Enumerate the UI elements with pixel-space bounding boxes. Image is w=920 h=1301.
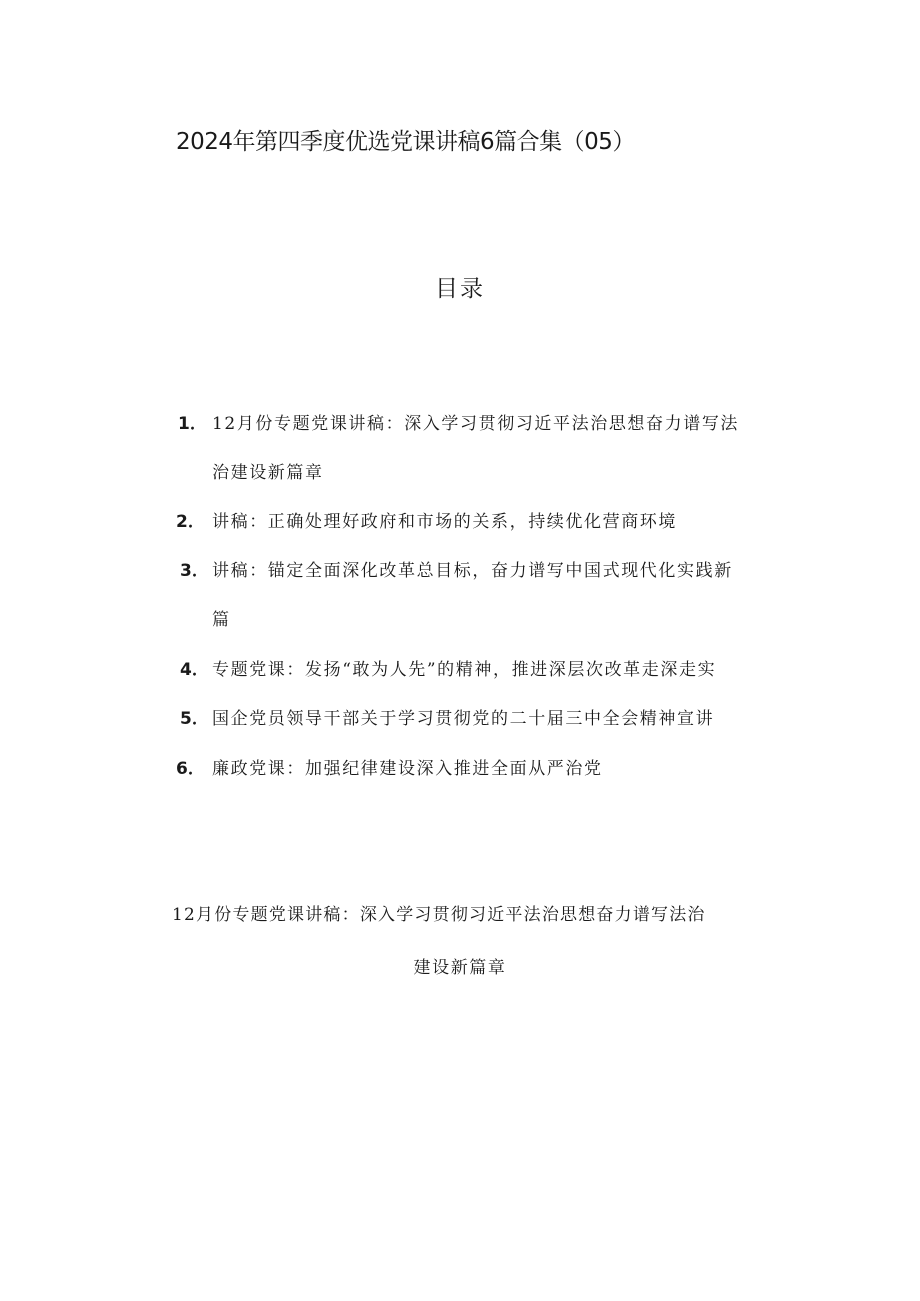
toc-item-text: 专题党课：发扬“敢为人先”的精神，推进深层次改革走深走实 [212,660,717,680]
toc-item-number: 4． [180,660,209,680]
toc-item-text: 12月份专题党课讲稿：深入学习贯彻习近平法治思想奋力谱写法 [212,414,740,434]
toc-item-3[interactable] [180,557,733,585]
toc-item-number: 1． [178,414,207,434]
toc-item-number: 6． [176,759,205,779]
toc-item-text: 讲稿：锚定全面深化改革总目标，奋力谱写中国式现代化实践新 [212,561,733,581]
toc-item-1-continuation: 治建设新篇章 [212,463,324,483]
toc-item-6[interactable] [176,755,603,783]
toc-item-4[interactable] [180,656,716,684]
section-title: 12月份专题党课讲稿：深入学习贯彻习近平法治思想奋力谱写法治 [172,905,706,925]
document-title: 2024年第四季度优选党课讲稿6篇合集（05） [176,129,635,155]
toc-item-2[interactable] [176,508,677,536]
toc-item-number: 3． [180,561,209,581]
toc-heading: 目录 [435,276,485,302]
toc-item-number: 5． [180,709,209,729]
toc-item-5[interactable] [180,705,714,733]
section-title-continuation: 建设新篇章 [413,958,507,978]
toc-item-text: 国企党员领导干部关于学习贯彻党的二十届三中全会精神宣讲 [212,709,715,729]
toc-item-number: 2． [176,512,205,532]
toc-item-text: 讲稿：正确处理好政府和市场的关系，持续优化营商环境 [212,512,677,532]
toc-item-1[interactable] [178,410,739,438]
toc-item-3-continuation: 篇 [212,610,231,630]
toc-item-text: 廉政党课：加强纪律建设深入推进全面从严治党 [212,759,603,779]
